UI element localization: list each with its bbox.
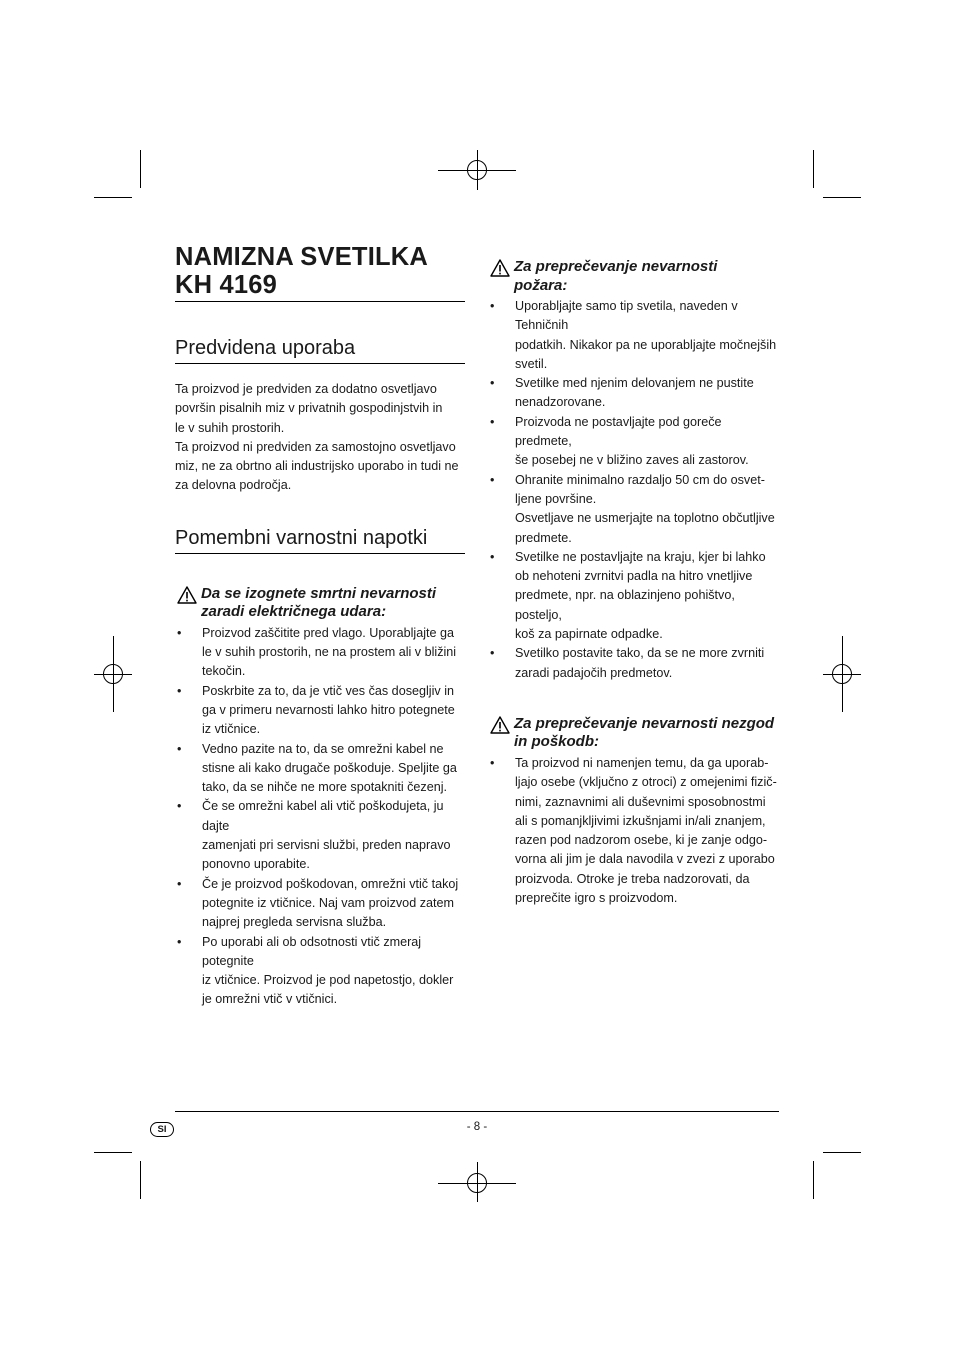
- list-item: [175, 740, 465, 798]
- injury-warning-list: [488, 754, 780, 908]
- text-line: najprej pregleda servisna služba.: [202, 915, 387, 930]
- list-item: [175, 933, 465, 1010]
- text-line: • Svetilke ne postavljajte na kraju, kjer bi lahko: [515, 549, 766, 564]
- intended-use-heading: Predvidena uporaba: [175, 336, 465, 364]
- text-line: predmete.: [515, 530, 572, 545]
- text-line: predmete, npr. na oblazinjeno pohištvo, posteljo,: [515, 588, 735, 622]
- warning-triangle-icon: [177, 586, 197, 604]
- text-line: ob nehoteni zvrnitvi padla na hitro vnetljive: [515, 569, 753, 584]
- text-line: Ta proizvod ni predviden za samostojno osvetljavo: [175, 439, 456, 454]
- text-line: ali s pomanjkljivimi izkušnjami in/ali znanjem,: [515, 813, 766, 828]
- text-line: ponovno uporabite.: [202, 857, 310, 872]
- list-item: [488, 297, 780, 374]
- safety-heading: Pomembni varnostni napotki: [175, 526, 465, 554]
- list-item: [488, 413, 780, 471]
- text-line: • Svetilke med njenim delovanjem ne pustite: [515, 376, 754, 391]
- fire-warning: [488, 258, 780, 683]
- fire-warning-title: [488, 258, 780, 295]
- warning-title-line: Za preprečevanje nevarnosti: [514, 258, 718, 275]
- text-line: • Če se omrežni kabel ali vtič poškodujeta, ju dajte: [202, 799, 444, 833]
- text-line: le v suhih prostorih.: [175, 420, 285, 435]
- list-item: [488, 374, 780, 413]
- text-line: zamenjati pri servisni službi, preden napravo: [202, 838, 451, 853]
- text-line: miz, ne za obrtno ali industrijsko uporabo in tudi ne: [175, 459, 459, 474]
- text-line: • Poskrbite za to, da je vtič ves čas dosegljiv in: [202, 683, 454, 698]
- page-title: [175, 243, 465, 302]
- text-line: nimi, zaznavnimi ali duševnimi sposobnostmi: [515, 794, 766, 809]
- warning-title-line: in poškodb:: [514, 733, 599, 751]
- text-line: zaradi padajočih predmetov.: [515, 665, 673, 680]
- text-line: ljajo osebe (vključno z otroci) z omejenimi fizič-: [515, 775, 777, 790]
- safety-section: [175, 526, 465, 1010]
- warning-title-line: zaradi električnega udara:: [201, 603, 387, 621]
- intended-use-text: [175, 380, 465, 496]
- text-line: • Proizvoda ne postavljajte pod goreče predmete,: [515, 414, 722, 449]
- text-line: Osvetljave ne usmerjajte na toplotno občutljive: [515, 511, 775, 526]
- electric-warning-list: [175, 624, 465, 1010]
- text-line: je omrežni vtič v vtičnici.: [202, 992, 338, 1007]
- text-line: Ta proizvod je predviden za dodatno osvetljavo: [175, 382, 437, 396]
- warning-triangle-icon: [490, 716, 510, 734]
- text-line: proizvoda. Otroke je treba nadzorovati, da: [515, 871, 750, 886]
- text-line: površin pisalnih miz v privatnih gospodinjstvih in: [175, 401, 443, 416]
- text-line: stisne ali kako drugače poškoduje. Speljite ga: [202, 760, 457, 775]
- text-line: iz vtičnice. Proizvod je pod napetostjo, dokler: [202, 973, 454, 988]
- text-line: le v suhih prostorih, ne na prostem ali v bližini: [202, 645, 457, 660]
- text-line: • Svetilko postavite tako, da se ne more zvrniti: [515, 646, 765, 661]
- injury-warning-title: [488, 715, 780, 752]
- warning-title-line: Da se izognete smrtni nevarnosti: [201, 584, 437, 602]
- list-item: [488, 471, 780, 548]
- warning-triangle-icon: [490, 259, 510, 277]
- text-line: • Vedno pazite na to, da se omrežni kabel ne: [202, 741, 444, 756]
- list-item: [175, 682, 465, 740]
- text-line: vorna ali jim je dala navodila v zvezi z uporabo: [515, 852, 775, 867]
- text-line: razen pod nadzorom osebe, ki je zanje odgo-: [515, 833, 768, 848]
- injury-warning: [488, 715, 780, 908]
- left-column: [175, 243, 465, 1010]
- text-line: • Ta proizvod ni namenjen temu, da ga uporab-: [515, 755, 769, 770]
- text-line: tako, da se nihče ne more spotakniti čezenj.: [202, 780, 448, 795]
- text-line: • Uporabljajte samo tip svetila, naveden v Tehničnih: [515, 299, 738, 333]
- footer-divider: [175, 1111, 779, 1112]
- page-title-line2: KH 4169: [175, 271, 278, 299]
- text-line: preprečite igro s proizvodom.: [515, 891, 678, 906]
- text-line: • Po uporabi ali ob odsotnosti vtič zmeraj potegnite: [202, 934, 422, 968]
- list-item: [175, 875, 465, 933]
- text-line: podatkih. Nikakor pa ne uporabljajte močnejših: [515, 337, 777, 352]
- electric-warning: [175, 585, 465, 1010]
- page-number: - 8 -: [466, 1121, 488, 1133]
- warning-title-line: požara:: [514, 276, 568, 294]
- list-item: [175, 624, 465, 682]
- fire-warning-list: [488, 297, 780, 683]
- text-line: ljene površine.: [515, 491, 597, 506]
- text-line: še posebej ne v bližino zaves ali zastorov.: [515, 453, 749, 468]
- right-column: [488, 258, 780, 908]
- list-item: [175, 797, 465, 874]
- text-line: za delovna področja.: [175, 478, 292, 493]
- electric-warning-title: [175, 585, 465, 622]
- warning-title-line: Za preprečevanje nevarnosti nezgod: [514, 714, 775, 732]
- page-title-line1: NAMIZNA SVETILKA: [175, 243, 428, 271]
- text-line: koš za papirnate odpadke.: [515, 627, 663, 642]
- text-line: iz vtičnice.: [202, 722, 261, 737]
- intended-use-section: [175, 336, 465, 496]
- text-line: nenadzorovane.: [515, 395, 606, 410]
- list-item: [488, 754, 780, 908]
- text-line: ga v primeru nevarnosti lahko hitro potegnete: [202, 702, 455, 717]
- text-line: • Proizvod zaščitite pred vlago. Uporabljajte ga: [202, 625, 455, 640]
- language-badge: SI: [150, 1122, 174, 1137]
- text-line: potegnite iz vtičnice. Naj vam proizvod zatem: [202, 895, 454, 910]
- text-line: tekočin.: [202, 664, 246, 679]
- list-item: [488, 644, 780, 683]
- text-line: • Če je proizvod poškodovan, omrežni vtič takoj: [202, 876, 459, 891]
- list-item: [488, 548, 780, 644]
- text-line: • Ohranite minimalno razdaljo 50 cm do osvet-: [515, 472, 765, 487]
- text-line: svetil.: [515, 356, 548, 371]
